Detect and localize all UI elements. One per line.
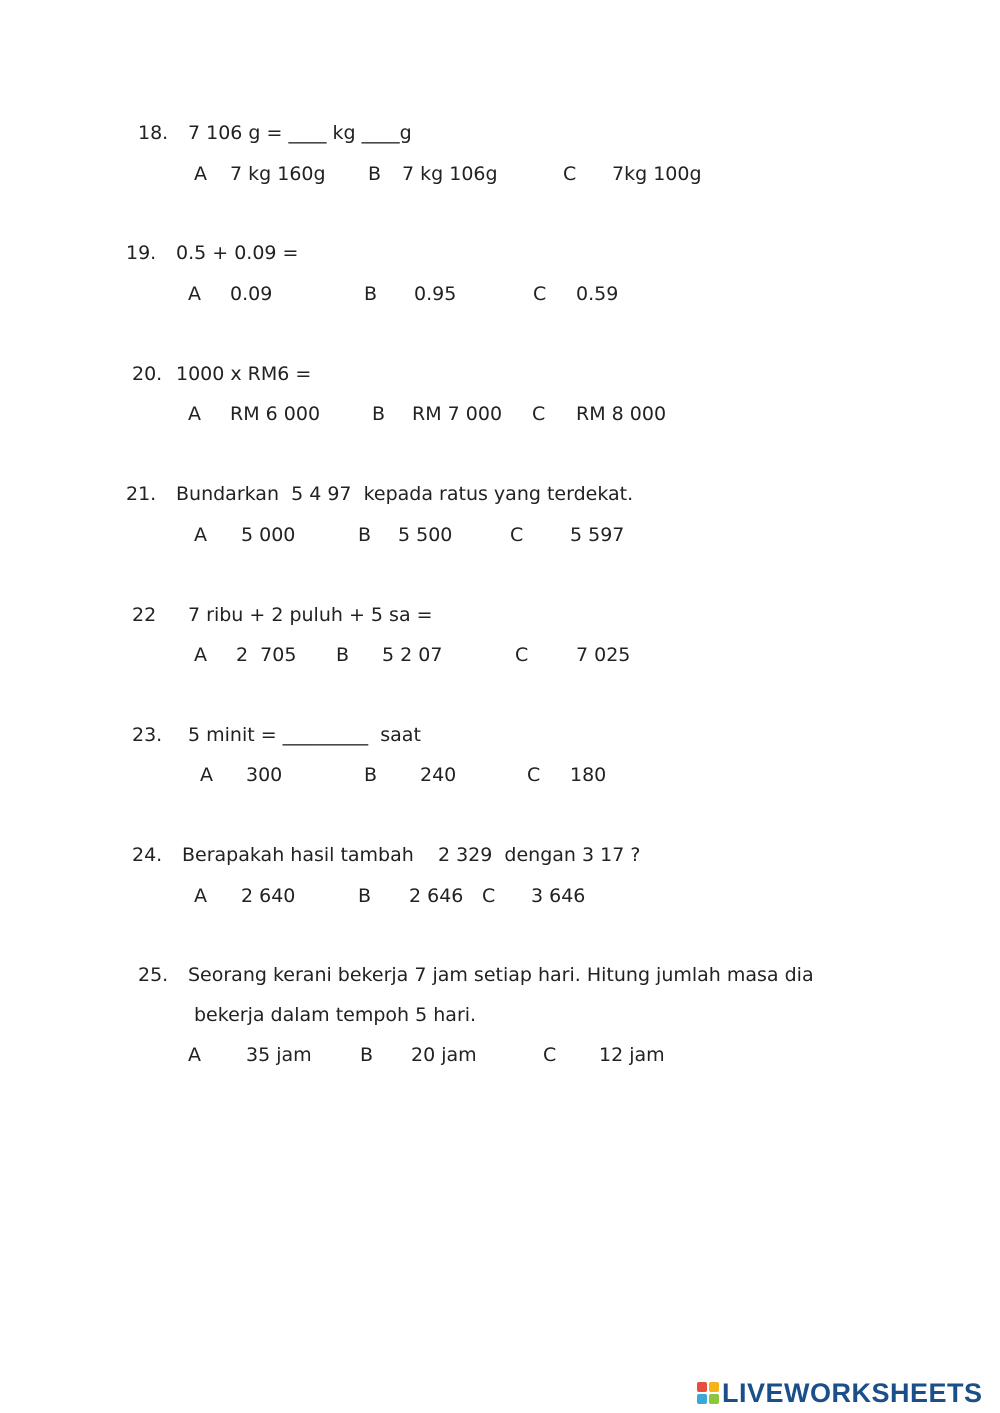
logo-square — [697, 1394, 707, 1404]
option-a-value[interactable]: 2 640 — [241, 885, 296, 907]
option-a-label[interactable]: A — [194, 644, 207, 666]
question-number: 19. — [126, 242, 157, 264]
question-number: 24. — [132, 844, 163, 866]
option-a-value[interactable]: 300 — [246, 764, 283, 786]
option-b-label[interactable]: B — [372, 403, 386, 425]
option-c-label[interactable]: C — [510, 524, 524, 546]
option-c-label[interactable]: C — [515, 644, 529, 666]
option-c-label[interactable]: C — [543, 1044, 557, 1066]
option-c-label[interactable]: C — [533, 283, 547, 305]
option-b-label[interactable]: B — [364, 764, 378, 786]
option-b-value[interactable]: 240 — [420, 764, 457, 786]
option-c-label[interactable]: C — [532, 403, 546, 425]
option-c-label[interactable]: C — [563, 163, 577, 185]
option-a-label[interactable]: A — [188, 1044, 201, 1066]
option-c-value[interactable]: 12 jam — [599, 1044, 665, 1066]
option-c-label[interactable]: C — [482, 885, 496, 907]
question-text: Bundarkan 5 4 97 kepada ratus yang terdekat. — [176, 483, 634, 505]
option-b-label[interactable]: B — [364, 283, 378, 305]
question-text: 7 106 g = ____ kg ____g — [188, 122, 412, 144]
question-text: 1000 x RM6 = — [176, 363, 312, 385]
option-b-label[interactable]: B — [360, 1044, 374, 1066]
option-c-value[interactable]: 3 646 — [531, 885, 586, 907]
option-b-value[interactable]: 20 jam — [411, 1044, 477, 1066]
option-a-label[interactable]: A — [200, 764, 213, 786]
logo-square — [709, 1394, 719, 1404]
logo-square — [709, 1382, 719, 1392]
question-number: 23. — [132, 724, 163, 746]
option-a-label[interactable]: A — [188, 283, 201, 305]
question-text: 5 minit = _________ saat — [188, 724, 421, 746]
option-c-value[interactable]: 0.59 — [576, 283, 619, 305]
question-text: Berapakah hasil tambah 2 329 dengan 3 17 ? — [182, 844, 641, 866]
question-number: 22 — [132, 604, 157, 626]
logo-grid-icon — [697, 1382, 719, 1404]
option-c-value[interactable]: RM 8 000 — [576, 403, 667, 425]
option-c-value[interactable]: 7 025 — [576, 644, 631, 666]
option-b-value[interactable]: RM 7 000 — [412, 403, 503, 425]
option-b-value[interactable]: 0.95 — [414, 283, 457, 305]
question-text-line-2: bekerja dalam tempoh 5 hari. — [194, 1004, 477, 1026]
logo-text: LIVEWORKSHEETS — [722, 1377, 983, 1408]
question-number: 21. — [126, 483, 157, 505]
option-b-label[interactable]: B — [358, 524, 372, 546]
question-text: Seorang kerani bekerja 7 jam setiap hari. Hitung jumlah masa dia — [188, 964, 814, 986]
option-b-value[interactable]: 5 500 — [398, 524, 453, 546]
option-a-label[interactable]: A — [194, 524, 207, 546]
option-a-value[interactable]: 2 705 — [236, 644, 297, 666]
question-text: 7 ribu + 2 puluh + 5 sa = — [188, 604, 433, 626]
option-a-value[interactable]: 35 jam — [246, 1044, 312, 1066]
option-a-label[interactable]: A — [194, 885, 207, 907]
option-b-value[interactable]: 7 kg 106g — [402, 163, 498, 185]
option-c-label[interactable]: C — [527, 764, 541, 786]
option-b-label[interactable]: B — [358, 885, 372, 907]
question-text: 0.5 + 0.09 = — [176, 242, 299, 264]
option-b-label[interactable]: B — [336, 644, 350, 666]
option-a-value[interactable]: RM 6 000 — [230, 403, 321, 425]
logo-square — [697, 1382, 707, 1392]
option-a-value[interactable]: 0.09 — [230, 283, 273, 305]
option-a-label[interactable]: A — [194, 163, 207, 185]
option-a-value[interactable]: 5 000 — [241, 524, 296, 546]
option-a-value[interactable]: 7 kg 160g — [230, 163, 326, 185]
question-number: 25. — [138, 964, 169, 986]
question-number: 18. — [138, 122, 169, 144]
option-b-value[interactable]: 5 2 07 — [382, 644, 443, 666]
option-c-value[interactable]: 7kg 100g — [612, 163, 702, 185]
option-b-value[interactable]: 2 646 — [409, 885, 464, 907]
option-a-label[interactable]: A — [188, 403, 201, 425]
question-number: 20. — [132, 363, 163, 385]
option-c-value[interactable]: 5 597 — [570, 524, 625, 546]
option-c-value[interactable]: 180 — [570, 764, 607, 786]
option-b-label[interactable]: B — [368, 163, 382, 185]
liveworksheets-logo — [697, 1378, 983, 1408]
